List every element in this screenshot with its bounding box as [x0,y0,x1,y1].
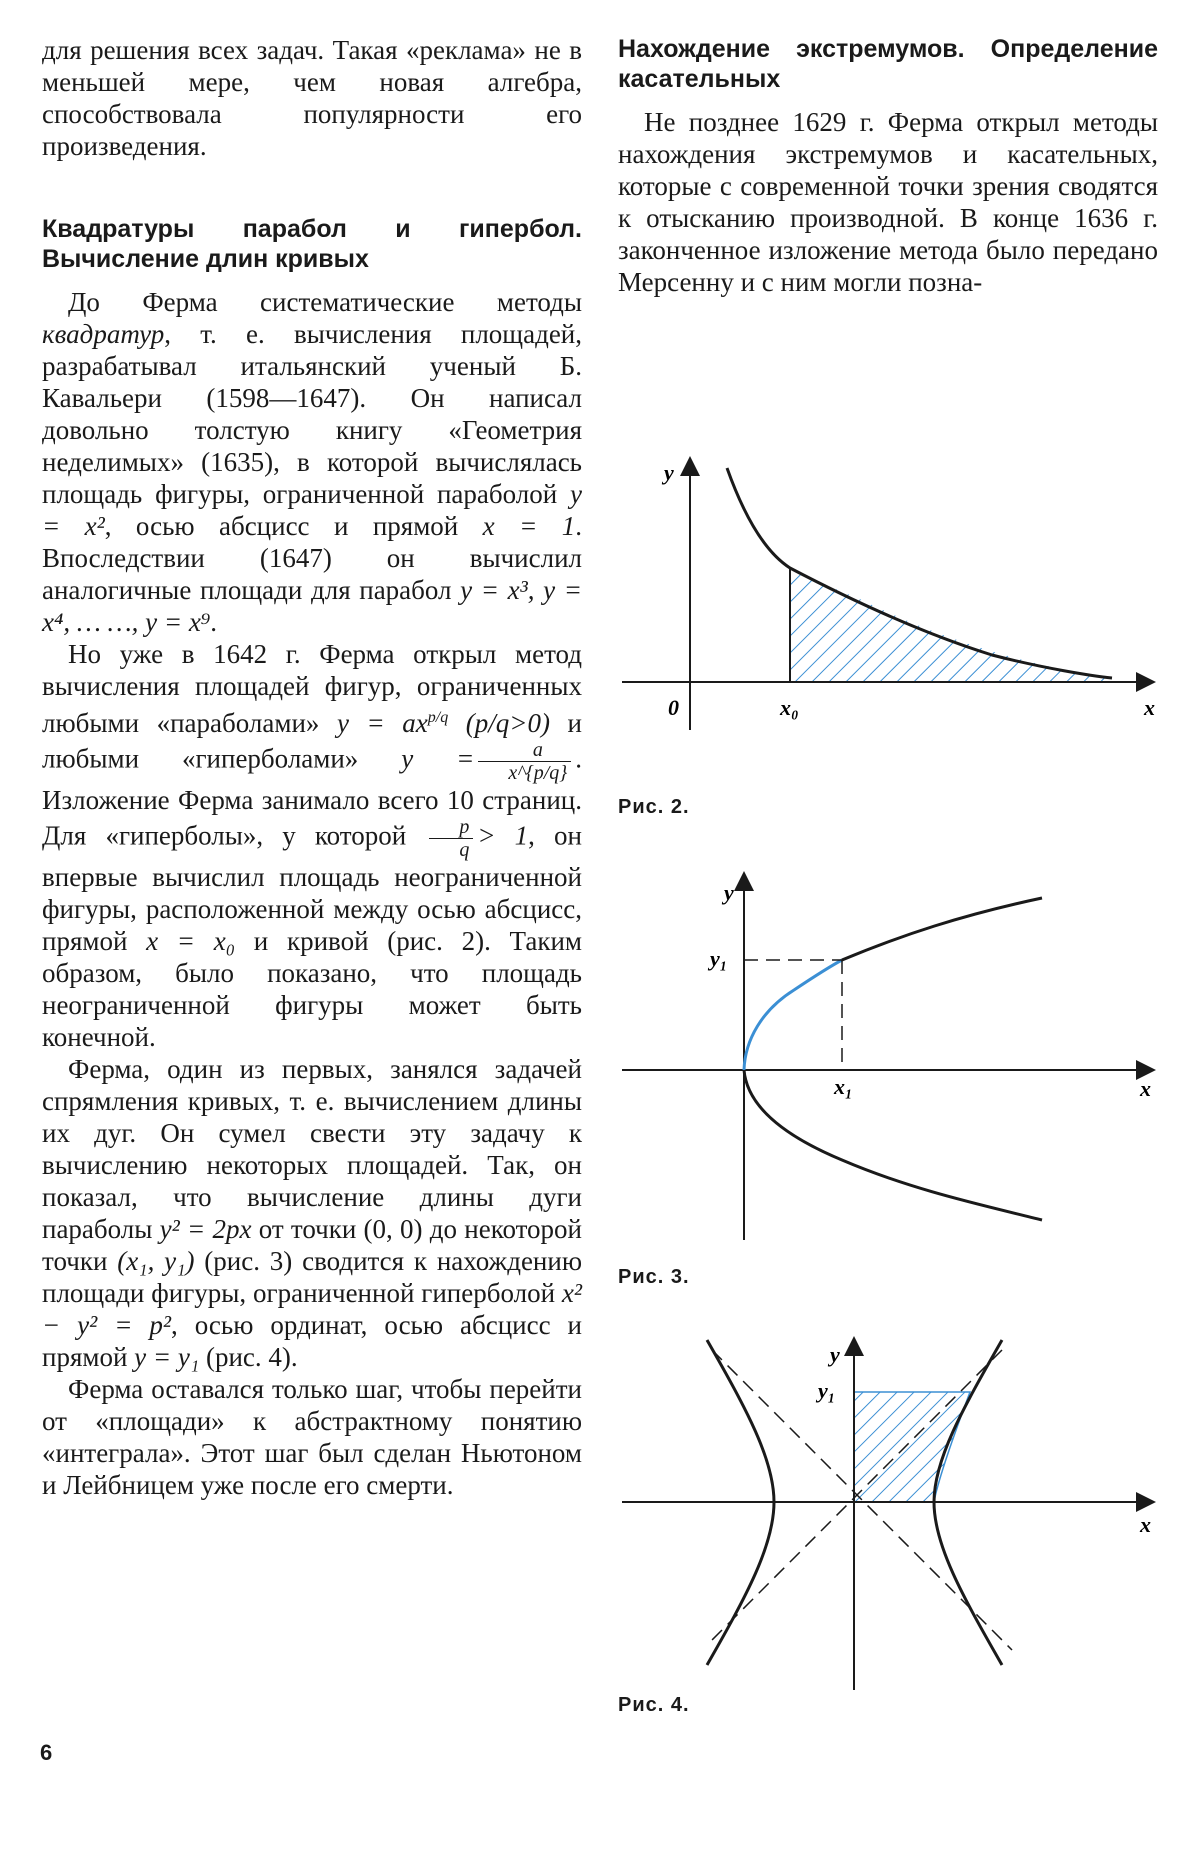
parabola-upper-branch [842,898,1042,960]
y-axis-label: y [724,880,734,905]
parabola-lower-branch [744,1070,1042,1220]
figure-3-caption: Рис. 3. [618,1266,690,1288]
fraction-p-over-q: $\frac{p}{q}$ [429,816,473,861]
intro-paragraph: для решения всех задач. Такая «реклама» не в меньшей мере, чем новая алгебра, способствовала популярности его произведения. [42,35,582,161]
x-axis-label: x [1144,695,1155,720]
paragraph-rectification: Ферма, один из первых, занялся задачей спрямления кривых, т. е. вычислением длины их дуг. Он сумел свести эту задачу к вычислению некоторых площадей. Так, он показал, что вычисление длины дуги параболы y² = 2px от точки (0, 0) до некоторой точки (x₁, y₁) (рис. 3) сводится к нахождению площади фигуры, ограниченной гиперболой x² − y² = p², осью ординат, осью абсцисс и прямой y = y₁ (рис. 4). [42,1054,583,1372]
left-column [42,34,582,1501]
x-axis-label: x [1140,1076,1151,1101]
section-title-quadratures: Квадратуры парабол и гипербол. Вычисление длин кривых [42,215,582,273]
paragraph-extrema: Не позднее 1629 г. Ферма открыл методы нахождения экстремумов и касательных, которые с современной точки зрения сводятся к отысканию производной. В конце 1636 г. законченное изложение метода было передано Мерсенну и с ним могли позна- [618,107,1158,297]
figure-2-caption: Рис. 2. [618,796,690,818]
figure-3-parabola [612,860,1172,1260]
y-axis-label: y [664,460,674,485]
shaded-area [790,568,1112,682]
paragraph-fermat-areas: Но уже в 1642 г. Ферма открыл метод вычисления площадей фигур, ограниченных любыми «параболами» $y = ax^{p/q}$ (p/q>0) и любыми «гиперболами» y = $\frac{a}{x\^{}\{p/q\}}$ . Изложение Ферма занимало всего 10 страниц. Для «гиперболы», у которой $\frac{p}{q}$ > 1, он впервые вычислил площадь неограниченной фигуры, расположенной между осью абсцисс, прямой x = x₀ и кривой (рис. 2). Таким образом, было показано, что площадь неограниченной фигуры может быть конечной. [42,639,583,1052]
figure-2-hyperbola-area [612,440,1172,740]
page-number: 6 [40,1740,53,1765]
section-title-extrema: Нахождение экстремумов. Определение касательных [618,35,1158,93]
x-axis-label: x [1140,1512,1151,1537]
y1-label: y₁ [710,946,728,971]
y-axis-label: y [830,1342,840,1367]
x0-label: x₀ [780,695,799,720]
shaded-area [854,1392,970,1502]
x1-label: x₁ [834,1074,853,1099]
parabola-arc-highlighted [744,960,842,1070]
figure-4-caption: Рис. 4. [618,1694,690,1716]
paragraph-integral: Ферма оставался только шаг, чтобы перейти от «площади» к абстрактному понятию «интеграла». Этот шаг был сделан Ньютоном и Лейбницем уже после его смерти. [42,1374,582,1500]
fraction-a-over-x: $\frac{a}{x\^{}\{p/q\}}$ [478,739,571,784]
origin-label: 0 [668,695,679,720]
figure-4-hyperbola [612,1320,1172,1700]
paragraph-cavalieri: До Ферма систематические методы квадратур, т. е. вычисления площадей, разрабатывал итальянский ученый Б. Кавальери (1598—1647). Он написал довольно толстую книгу «Геометрия неделимых» (1635), в которой вычислялась площадь фигуры, ограниченной параболой y = x², осью абсцисс и прямой x = 1. Впоследствии (1647) он вычислил аналогичные площади для парабол y = x³, y = x⁴, … …, y = x⁹. [42,287,582,637]
y1-label: y₁ [818,1378,836,1403]
right-column [618,34,1158,298]
